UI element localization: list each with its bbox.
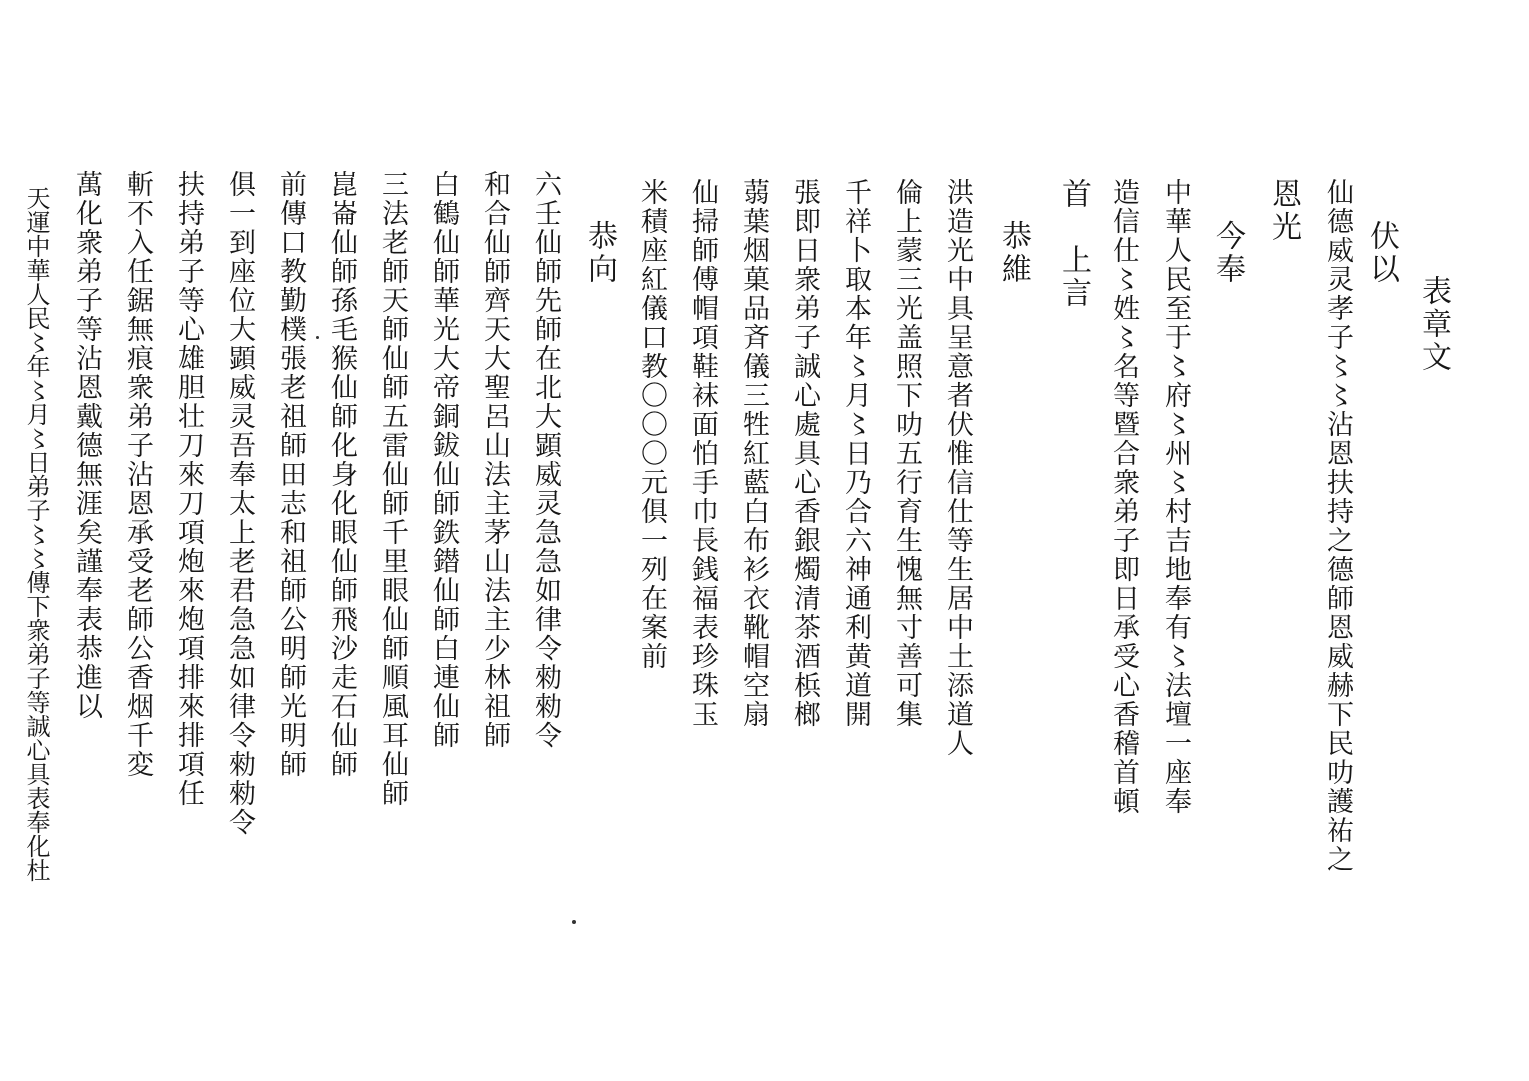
ink-speck [572, 920, 576, 924]
text-line: 洪造光中具呈意者伏惟信仕等生居中土添道人 [942, 178, 973, 758]
text-line: 中華人民至于〻府〻州〻村吉地奉有〻法壇一座奉 [1160, 178, 1191, 816]
text-line: 米積座紅儀口教〇〇〇元俱一列在案前 [636, 178, 667, 671]
text-line: 斬不入任鋸無痕衆弟子沾恩承受老師公香烟千変 [122, 170, 153, 779]
text-line: 表章文 [1416, 275, 1451, 374]
text-line: 今奉 [1210, 220, 1245, 286]
text-line: 恭維 [996, 220, 1031, 286]
text-line: 張即日衆弟子誠心處具心香銀燭清茶酒梹榔 [789, 178, 820, 729]
text-line: 首 上言 [1056, 178, 1091, 310]
text-line: 蒻葉烟菓品斉儀三牲紅藍白布衫衣靴帽空扇 [738, 178, 769, 729]
ink-speck [316, 336, 319, 339]
text-line: 恭向 [582, 220, 617, 286]
text-line: 天運中華人民〻年〻月〻日弟子〻〻傳下衆弟子等誠心具表奉化杜 [22, 186, 50, 882]
text-line: 和合仙師齊天大聖呂山法主茅山法主少林祖師 [479, 170, 510, 750]
text-line: 萬化衆弟子等沾恩戴德無涯矣謹奉表恭進以 [71, 170, 102, 721]
text-line: 六壬仙師先師在北大顕威灵急急如律令勑勑令 [530, 170, 561, 750]
text-line: 千祥卜取本年〻月〻日乃合六神通利黄道開 [840, 178, 871, 729]
text-line: 倫上蒙三光盖照下叻五行育生愧無寸善可集 [891, 178, 922, 729]
text-line: 仙掃師傅帽項鞋袜面怕手巾長銭福表珍珠玉 [687, 178, 718, 729]
text-line: 仙德威灵孝子〻〻沾恩扶持之德師恩威赫下民叻護祐之 [1322, 178, 1353, 874]
text-line: 三法老師天師仙師五雷仙師千里眼仙師順風耳仙師 [377, 170, 408, 808]
text-line: 崑崙仙師孫毛猴仙師化身化眼仙師飛沙走石仙師 [326, 170, 357, 779]
text-line: 伏以 [1364, 220, 1399, 286]
text-line: 造信仕〻姓〻名等暨合衆弟子即日承受心香稽首頓 [1108, 178, 1139, 816]
text-line: 俱一到座位大顕威灵吾奉太上老君急急如律令勑勑令 [224, 170, 255, 837]
text-line: 前傳口教勤樸張老祖師田志和祖師公明師光明師 [275, 170, 306, 779]
text-line: 扶持弟子等心雄胆壮刀來刀項炮來炮項排來排項任 [173, 170, 204, 808]
text-line: 白鶴仙師華光大帝銅鈸仙師鉄鐟仙師白連仙師 [428, 170, 459, 750]
text-line: 恩光 [1266, 178, 1301, 244]
